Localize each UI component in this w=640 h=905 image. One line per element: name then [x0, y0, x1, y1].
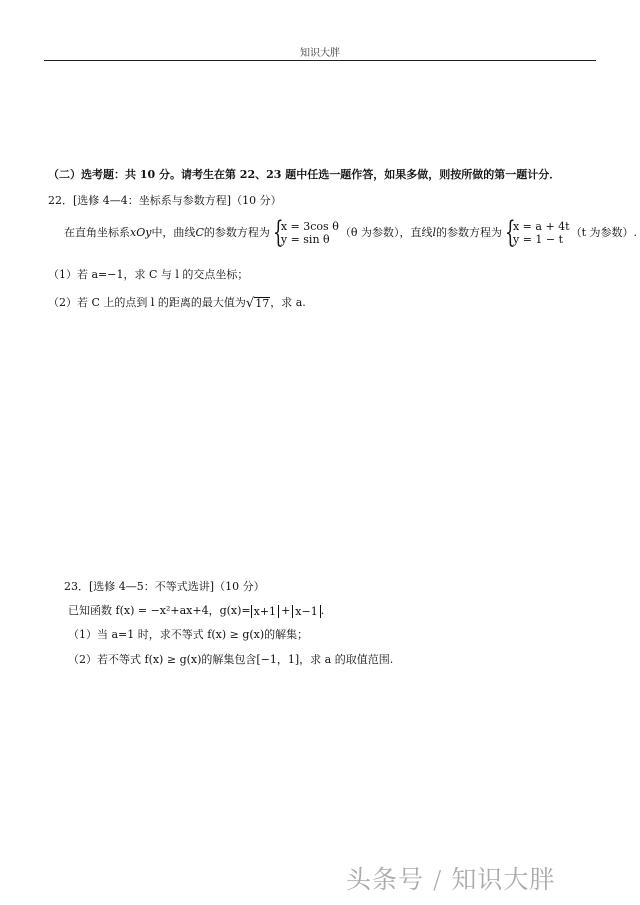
- radical-icon: √: [245, 296, 255, 311]
- watermark: 头条号 / 知识大胖: [346, 865, 556, 894]
- q22-part2-text-a: （2）若 C 上的点到 l 的距离的最大值为: [48, 296, 246, 309]
- curve-equation-system: [271, 215, 339, 250]
- q23-part1: （1）当 a=1 时，求不等式 f(x) ≥ g(x)的解集；: [68, 628, 309, 641]
- q23-stem-text: 已知函数 f(x) = −x²+ax+4，g(x)=: [68, 604, 251, 617]
- q22-stem-curve-c: C: [195, 226, 204, 239]
- q22-part1: （1）若 a=−1，求 C 与 l 的交点坐标；: [48, 268, 249, 281]
- line-equation-system: [503, 215, 570, 250]
- section-heading: （二）选考题：共 10 分。请考生在第 22、23 题中任选一题作答，如果多做，则按所做的第一题计分．: [48, 168, 561, 181]
- header-divider: [44, 60, 596, 61]
- curve-equation-2: y = sin θ: [280, 233, 330, 246]
- q23-part2: （2）若不等式 f(x) ≥ g(x)的解集包含[−1，1]，求 a 的取值范围.: [68, 653, 394, 666]
- q22-part2: [48, 296, 306, 310]
- q22-stem: [64, 215, 638, 250]
- q22-line-l: l: [432, 226, 436, 239]
- q23-title: 23．[选修 4—5：不等式选讲]（10 分）: [64, 580, 265, 593]
- q22-stem-text-a: 在直角坐标系: [64, 226, 130, 239]
- sqrt-expression: [246, 297, 270, 310]
- curve-equation-1: x = 3cos θ: [280, 220, 339, 233]
- left-brace-icon: {: [505, 215, 516, 250]
- q22-stem-text-b: 中，曲线: [151, 226, 196, 239]
- q22-title: 22．[选修 4—4：坐标系与参数方程]（10 分）: [48, 194, 282, 207]
- q22-part2-text-b: ，求 a.: [270, 296, 306, 309]
- q23-stem-end: .: [320, 604, 325, 617]
- left-brace-icon: {: [272, 215, 284, 250]
- q23-plus: +: [281, 604, 291, 617]
- abs-value-2: x−1: [292, 605, 320, 618]
- q22-stem-text-d: 的参数方程为: [203, 226, 270, 239]
- q23-stem: [68, 604, 324, 618]
- q22-curve-param: （θ 为参数），直线: [339, 226, 433, 239]
- line-equation-2: y = 1 − t: [512, 233, 564, 246]
- line-equation-1: x = a + 4t: [512, 220, 570, 233]
- sqrt-radicand: 17: [255, 297, 270, 310]
- q22-line-param: （t 为参数）.: [570, 226, 638, 239]
- q22-stem-xoy: xOy: [130, 226, 152, 239]
- q22-stem-text-e: 的参数方程为: [435, 226, 502, 239]
- page-header-title: 知识大胖: [300, 48, 340, 59]
- abs-value-1: x+1: [251, 605, 279, 618]
